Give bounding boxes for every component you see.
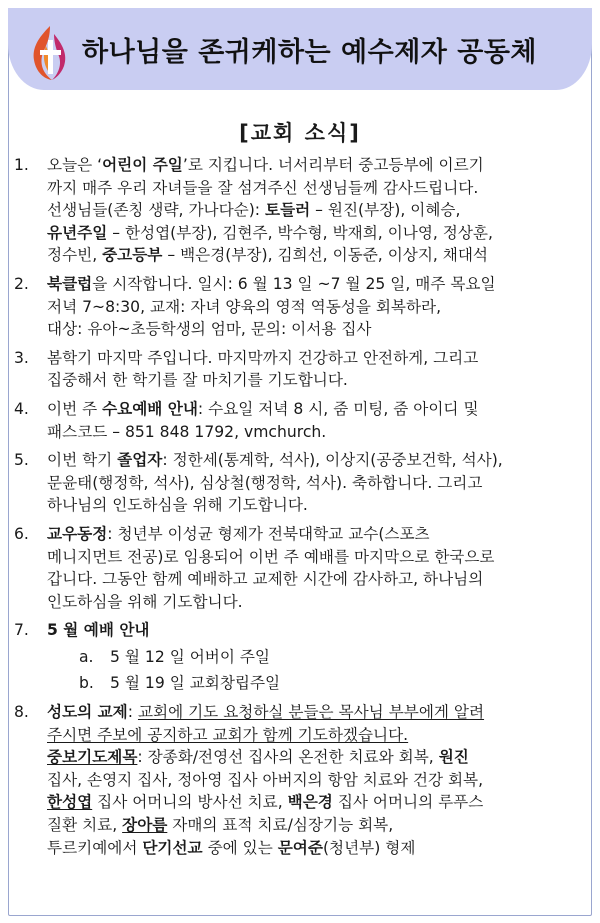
sub-item-text: 5 월 19 일 교회창립주일 <box>110 674 281 693</box>
text-segment: 선생님들(존칭 생략, 가나다순): <box>47 201 266 220</box>
announcement-item <box>14 523 586 613</box>
text-line <box>47 421 586 444</box>
item-number: 1. <box>14 156 29 174</box>
text-segment: 원진 <box>438 748 469 767</box>
text-line <box>47 724 586 747</box>
header-title: 하나님을 존귀케하는 예수제자 공동체 <box>82 37 538 68</box>
text-segment: 장아름 <box>122 816 168 835</box>
sub-item-letter: a. <box>79 647 94 666</box>
text-line <box>47 273 586 296</box>
text-segment: (청년부) 형제 <box>322 838 416 857</box>
text-line <box>47 591 586 614</box>
item-body <box>47 154 586 267</box>
text-segment: 집사 어머니의 방사선 치료, <box>92 793 288 812</box>
item-number: 6. <box>14 524 29 543</box>
section-title: [교회 소식] <box>239 121 361 145</box>
text-segment: 까지 매주 우리 자녀들을 잘 섬겨주신 선생님들께 감사드립니다. <box>47 178 479 197</box>
announcement-item <box>14 701 586 859</box>
text-line <box>47 318 586 341</box>
text-line <box>47 701 586 724</box>
item-number: 8. <box>14 703 29 722</box>
item-body <box>47 347 586 392</box>
text-line <box>47 837 586 860</box>
text-segment: 투르키예에서 <box>47 838 143 857</box>
sub-item <box>47 672 586 695</box>
text-segment: 어린이 주일 <box>102 156 183 174</box>
text-segment: 봄학기 마지막 주입니다. 마지막까지 건강하고 안전하게, 그리고 <box>47 348 479 367</box>
text-line <box>47 177 586 200</box>
text-segment: 이번 학기 <box>47 451 118 470</box>
text-line <box>47 568 586 591</box>
text-line <box>47 472 586 495</box>
item-number: 4. <box>14 399 29 418</box>
text-segment: 메니지먼트 전공)로 임용되어 이번 주 예배를 마지막으로 한국으로 <box>47 547 495 566</box>
text-line <box>47 546 586 569</box>
text-segment: 성도의 교제 <box>47 703 128 722</box>
text-segment: 5 월 예배 안내 <box>47 621 150 640</box>
text-segment: 백은경 <box>287 793 333 812</box>
text-segment: 대상: 유아~초등학생의 엄마, 문의: 이서용 집사 <box>47 320 372 339</box>
sub-item-text: 5 월 12 일 어버이 주일 <box>110 647 270 666</box>
item-body <box>47 398 586 443</box>
text-line <box>47 769 586 792</box>
sub-item-letter: b. <box>79 674 94 693</box>
text-line <box>47 199 586 222</box>
text-line <box>47 398 586 421</box>
text-line <box>47 244 586 267</box>
text-segment: 문윤태(행정학, 석사), 심상철(행정학, 석사). 축하합니다. 그리고 <box>47 473 483 492</box>
text-line <box>47 791 586 814</box>
text-segment: 수요예배 안내 <box>102 399 198 418</box>
item-number: 2. <box>14 274 29 293</box>
text-segment: 졸업자 <box>117 451 163 470</box>
text-segment: 인도하심을 위해 기도합니다. <box>47 592 243 611</box>
announcement-list <box>14 154 586 859</box>
item-number: 3. <box>14 348 29 367</box>
text-segment: 자매의 표적 치료/심장기능 회복, <box>167 816 394 835</box>
text-segment: 문여준 <box>277 838 323 857</box>
text-line <box>47 296 586 319</box>
text-segment: 주시면 주보에 공지하고 교회가 함께 기도하겠습니다. <box>47 725 409 744</box>
announcement-item <box>14 154 586 267</box>
text-segment: 중에 있는 <box>202 838 278 857</box>
announcement-item <box>14 347 586 392</box>
text-segment: 오늘은 ‘ <box>47 156 103 174</box>
text-segment: 갑니다. 그동안 함께 예배하고 교제한 시간에 감사하고, 하나님의 <box>47 570 484 589</box>
text-segment: 저녁 7~8:30, 교재: 자녀 양육의 영적 역동성을 회복하라, <box>47 297 442 316</box>
item-body <box>47 273 586 341</box>
text-segment: 북클럽 <box>47 274 93 293</box>
item-body <box>47 701 586 859</box>
text-segment: 한성엽 <box>47 793 93 812</box>
text-segment: 패스코드 – 851 848 1792, vmchurch. <box>47 422 327 441</box>
text-segment: 중고등부 <box>102 246 163 265</box>
header-banner <box>8 8 592 90</box>
text-segment: 집사 어머니의 루푸스 <box>332 793 484 812</box>
text-line <box>47 494 586 517</box>
announcement-item <box>14 619 586 695</box>
text-segment: : 정한세(통계학, 석사), 이상지(공중보건학, 석사), <box>162 451 503 470</box>
text-segment: 집중해서 한 학기를 잘 마치기를 기도합니다. <box>47 371 348 390</box>
text-line <box>47 619 586 642</box>
text-line <box>47 222 586 245</box>
text-segment: 유년주일 <box>47 223 108 242</box>
text-segment: : <box>127 703 138 722</box>
text-segment: : 청년부 이성균 형제가 전북대학교 교수(스포츠 <box>107 524 430 543</box>
text-segment: – 백은경(부장), 김희선, 이동준, 이상지, 채대석 <box>162 246 488 265</box>
text-segment: – 한성엽(부장), 김현주, 박수형, 박재희, 이나영, 정상훈, <box>107 223 493 242</box>
announcement-item <box>14 398 586 443</box>
text-segment: 교우동정 <box>47 524 108 543</box>
announcement-item <box>14 449 586 517</box>
text-line <box>47 746 586 769</box>
text-segment: ’로 지킵니다. 너서리부터 중고등부에 이르기 <box>182 156 484 174</box>
text-segment: 을 시작합니다. 일시: 6 월 13 일 ~7 월 25 일, 매주 목요일 <box>92 274 496 293</box>
church-flame-cross-icon <box>30 24 70 82</box>
text-segment: 교회에 기도 요청하실 분들은 목사님 부부에게 알려 <box>137 703 485 722</box>
text-segment: 이번 주 <box>47 399 103 418</box>
text-line <box>47 347 586 370</box>
text-segment: 토들러 <box>265 201 311 220</box>
text-segment: 정수빈, <box>47 246 103 265</box>
text-line <box>47 523 586 546</box>
item-body <box>47 619 586 695</box>
text-line <box>47 369 586 392</box>
item-body <box>47 449 586 517</box>
text-segment: 단기선교 <box>142 838 203 857</box>
text-line <box>47 154 586 177</box>
text-segment: 집사, 손영지 집사, 정아영 집사 아버지의 항암 치료와 건강 회복, <box>47 770 484 789</box>
text-line <box>47 814 586 837</box>
item-number: 7. <box>14 621 29 640</box>
text-segment: 하나님의 인도하심을 위해 기도합니다. <box>47 496 308 515</box>
item-body <box>47 523 586 613</box>
text-segment: 중보기도제목 <box>47 748 138 767</box>
announcement-item <box>14 273 586 341</box>
text-segment: 질환 치료, <box>47 816 123 835</box>
text-segment: : 장종화/전영선 집사의 온전한 치료와 회복, <box>137 748 439 767</box>
sub-item <box>47 646 586 669</box>
text-segment: – 원진(부장), 이혜승, <box>310 201 461 220</box>
item-number: 5. <box>14 451 29 470</box>
text-line <box>47 449 586 472</box>
text-segment: : 수요일 저녁 8 시, 줌 미팅, 줌 아이디 및 <box>197 399 479 418</box>
